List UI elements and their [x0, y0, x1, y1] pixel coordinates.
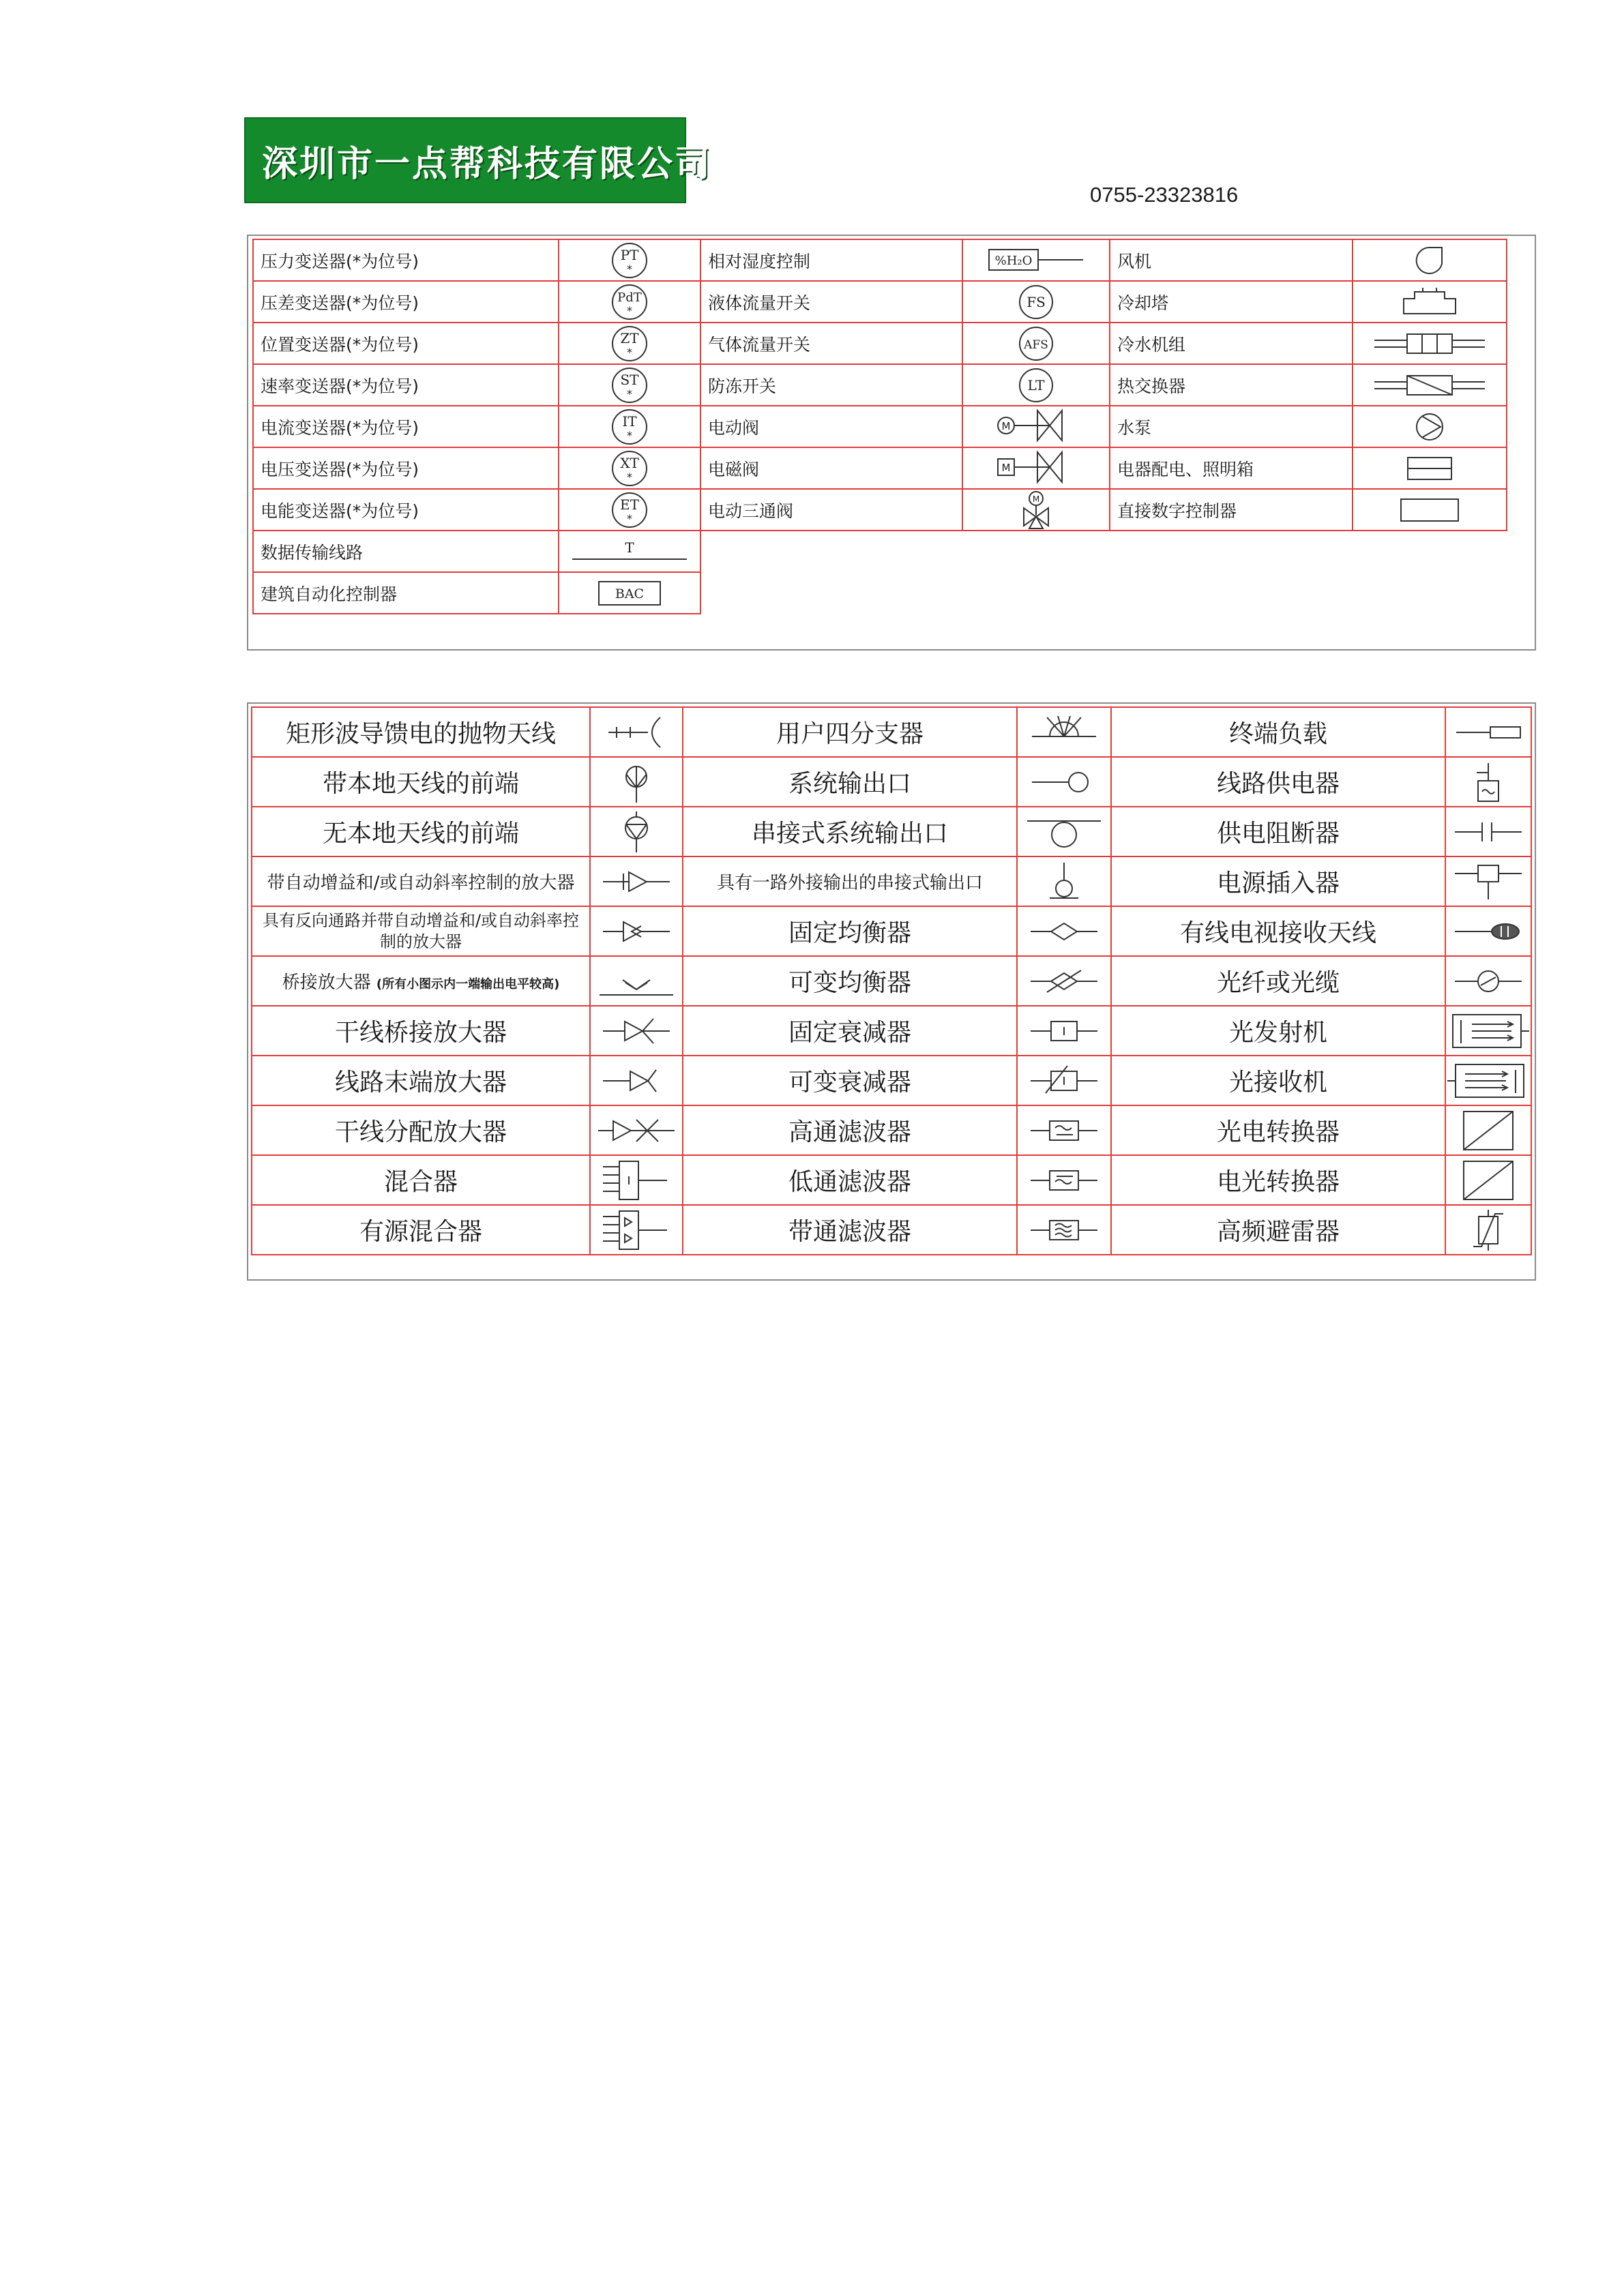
svg-text:PdT: PdT — [617, 290, 642, 305]
symbol-label: 串接式系统输出口 — [683, 807, 1017, 856]
svg-text:XT: XT — [620, 454, 639, 471]
reverse-agc-amplifier-icon — [590, 906, 683, 956]
symbol-label: 相对湿度控制 — [700, 239, 962, 281]
humidity-control-icon — [962, 239, 1110, 281]
symbol-label: 位置变送器(*为位号) — [253, 323, 559, 364]
svg-text:*: * — [627, 262, 632, 275]
table-row — [252, 1155, 1531, 1205]
symbol-label: 具有反向通路并带自动增益和/或自动斜率控制的放大器 — [252, 906, 590, 956]
symbol-label: 电动三通阀 — [700, 489, 962, 531]
table-row — [252, 1006, 1531, 1056]
active-mixer-icon — [590, 1205, 683, 1255]
symbol-label: 直接数字控制器 — [1110, 489, 1353, 531]
agc-amplifier-icon — [590, 856, 683, 906]
optical-transmitter-icon — [1445, 1006, 1531, 1056]
ddc-controller-icon — [1353, 489, 1507, 531]
symbol-label: 系统输出口 — [683, 757, 1017, 807]
symbol-label: 有源混合器 — [252, 1205, 590, 1255]
svg-text:ST: ST — [620, 371, 639, 388]
bas-symbol-panel — [247, 235, 1536, 651]
circle-tag-icon — [559, 489, 700, 531]
circle-tag-icon — [559, 447, 700, 489]
svg-text:ET: ET — [620, 496, 639, 513]
heat-exchanger-icon — [1353, 364, 1507, 406]
symbol-note: (所有小图示内一端输出电平较高) — [376, 977, 560, 992]
symbol-label: 防冻开关 — [700, 364, 962, 406]
mixer-icon — [590, 1155, 683, 1205]
table-row — [252, 906, 1531, 956]
table-row — [253, 239, 1507, 281]
svg-text:LT: LT — [1027, 376, 1045, 393]
symbol-label: 热交换器 — [1110, 364, 1353, 406]
symbol-label: 电器配电、照明箱 — [1110, 447, 1353, 489]
table-row — [252, 1105, 1531, 1155]
svg-text:*: * — [627, 387, 632, 400]
symbol-label: 速率变送器(*为位号) — [253, 364, 559, 406]
symbol-label — [252, 956, 590, 1006]
symbol-label: 光电转换器 — [1111, 1105, 1445, 1155]
symbol-label: 光发射机 — [1111, 1006, 1445, 1056]
symbol-label: 电磁阀 — [700, 447, 962, 489]
table-row — [252, 707, 1531, 757]
company-name: 深圳市一点帮科技有限公司 — [262, 143, 713, 185]
fixed-equalizer-icon — [1017, 906, 1111, 956]
catv-symbol-table — [251, 706, 1532, 1255]
circle-tag-icon — [559, 406, 700, 447]
symbol-label: 光接收机 — [1111, 1056, 1445, 1105]
table-row — [252, 956, 1531, 1006]
symbol-label: 电光转换器 — [1111, 1155, 1445, 1205]
svg-text:IT: IT — [622, 413, 637, 430]
svg-text:*: * — [627, 511, 632, 525]
svg-text:%H₂O: %H₂O — [994, 253, 1033, 268]
symbol-label: 矩形波导馈电的抛物天线 — [252, 707, 590, 757]
svg-text:*: * — [627, 428, 632, 442]
circle-tag-icon — [962, 281, 1110, 323]
svg-text:FS: FS — [1027, 293, 1046, 310]
svg-text:*: * — [627, 470, 632, 483]
symbol-label: 干线分配放大器 — [252, 1105, 590, 1155]
table-row — [253, 531, 1507, 572]
svg-text:*: * — [627, 303, 632, 317]
symbol-label: 用户四分支器 — [683, 707, 1017, 757]
symbol-label: 冷却塔 — [1110, 281, 1353, 323]
fixed-attenuator-icon — [1017, 1006, 1111, 1056]
four-way-tap-icon — [1017, 707, 1111, 757]
line-power-supply-icon — [1445, 757, 1531, 807]
table-row — [252, 1205, 1531, 1255]
symbol-label: 电流变送器(*为位号) — [253, 406, 559, 447]
table-row — [252, 807, 1531, 856]
symbol-label: 供电阻断器 — [1111, 807, 1445, 856]
three-way-valve-icon — [962, 489, 1110, 531]
symbol-label: 干线桥接放大器 — [252, 1006, 590, 1056]
trunk-distribution-amplifier-icon — [590, 1105, 683, 1155]
power-inserter-icon — [1445, 856, 1531, 906]
motor-valve-icon — [962, 406, 1110, 447]
symbol-label: 电动阀 — [700, 406, 962, 447]
series-outlet-external-icon — [1017, 856, 1111, 906]
symbol-label: 可变均衡器 — [683, 956, 1017, 1006]
svg-text:T: T — [625, 539, 634, 556]
high-pass-filter-icon — [1017, 1105, 1111, 1155]
solenoid-valve-icon — [962, 447, 1110, 489]
symbol-label: 压差变送器(*为位号) — [253, 281, 559, 323]
symbol-label: 建筑自动化控制器 — [253, 572, 559, 614]
svg-text:M: M — [1001, 461, 1011, 474]
headend-local-antenna-icon — [590, 757, 683, 807]
svg-text:BAC: BAC — [615, 586, 645, 601]
water-pump-icon — [1353, 406, 1507, 447]
symbol-label: 线路末端放大器 — [252, 1056, 590, 1105]
symbol-label: 线路供电器 — [1111, 757, 1445, 807]
symbol-label: 带本地天线的前端 — [252, 757, 590, 807]
table-row — [253, 406, 1507, 447]
catv-symbol-panel — [247, 702, 1536, 1281]
oe-converter-icon — [1445, 1105, 1531, 1155]
circle-tag-icon — [559, 281, 700, 323]
table-row — [253, 281, 1507, 323]
low-pass-filter-icon — [1017, 1155, 1111, 1205]
symbol-label: 混合器 — [252, 1155, 590, 1205]
svg-text:M: M — [1032, 494, 1040, 504]
distribution-box-icon — [1353, 447, 1507, 489]
phone-number: 0755-23323816 — [1090, 183, 1239, 207]
system-outlet-icon — [1017, 757, 1111, 807]
variable-attenuator-icon — [1017, 1056, 1111, 1105]
optical-receiver-icon — [1445, 1056, 1531, 1105]
line-end-amplifier-icon — [590, 1056, 683, 1105]
table-row — [253, 447, 1507, 489]
table-row — [253, 364, 1507, 406]
optical-fiber-icon — [1445, 956, 1531, 1006]
symbol-label: 带自动增益和/或自动斜率控制的放大器 — [252, 856, 590, 906]
cooling-tower-icon — [1353, 281, 1507, 323]
table-row — [253, 489, 1507, 531]
svg-text:PT: PT — [620, 246, 639, 263]
series-outlet-icon — [1017, 807, 1111, 856]
data-line-icon — [559, 531, 700, 572]
symbol-label: 无本地天线的前端 — [252, 807, 590, 856]
circle-tag-icon — [559, 239, 700, 281]
terminal-load-icon — [1445, 707, 1531, 757]
symbol-label: 压力变送器(*为位号) — [253, 239, 559, 281]
svg-text:AFS: AFS — [1024, 338, 1048, 352]
symbol-label: 低通滤波器 — [683, 1155, 1017, 1205]
variable-equalizer-icon — [1017, 956, 1111, 1006]
symbol-label: 高频避雷器 — [1111, 1205, 1445, 1255]
fan-icon — [1353, 239, 1507, 281]
symbol-label: 可变衰减器 — [683, 1056, 1017, 1105]
symbol-label: 电能变送器(*为位号) — [253, 489, 559, 531]
symbol-label: 气体流量开关 — [700, 323, 962, 364]
circle-tag-icon — [559, 364, 700, 406]
bas-symbol-table — [252, 239, 1507, 614]
parabolic-antenna-icon — [590, 707, 683, 757]
symbol-label: 数据传输线路 — [253, 531, 559, 572]
company-logo — [244, 117, 713, 203]
hf-arrester-icon — [1445, 1205, 1531, 1255]
chiller-icon — [1353, 323, 1507, 364]
symbol-label: 电压变送器(*为位号) — [253, 447, 559, 489]
symbol-label: 终端负载 — [1111, 707, 1445, 757]
bridge-amplifier-icon — [590, 956, 683, 1006]
symbol-label: 电源插入器 — [1111, 856, 1445, 906]
band-pass-filter-icon — [1017, 1205, 1111, 1255]
trunk-bridge-amplifier-icon — [590, 1006, 683, 1056]
symbol-label: 液体流量开关 — [700, 281, 962, 323]
symbol-label: 水泵 — [1110, 406, 1353, 447]
symbol-label: 冷水机组 — [1110, 323, 1353, 364]
symbol-label: 固定衰减器 — [683, 1006, 1017, 1056]
symbol-label: 风机 — [1110, 239, 1353, 281]
table-row — [252, 856, 1531, 906]
symbol-label: 固定均衡器 — [683, 906, 1017, 956]
symbol-label: 高通滤波器 — [683, 1105, 1017, 1155]
symbol-label: 带通滤波器 — [683, 1205, 1017, 1255]
power-blocker-icon — [1445, 807, 1531, 856]
circle-tag-icon — [962, 364, 1110, 406]
symbol-label: 具有一路外接输出的串接式输出口 — [683, 856, 1017, 906]
svg-text:M: M — [1001, 419, 1011, 432]
circle-tag-icon — [559, 323, 700, 364]
eo-converter-icon — [1445, 1155, 1531, 1205]
table-row — [252, 1056, 1531, 1105]
symbol-label: 光纤或光缆 — [1111, 956, 1445, 1006]
headend-no-antenna-icon — [590, 807, 683, 856]
table-row — [252, 757, 1531, 807]
svg-text:*: * — [627, 345, 632, 359]
box-tag-icon — [559, 572, 700, 614]
circle-tag-icon — [962, 323, 1110, 364]
symbol-label: 有线电视接收天线 — [1111, 906, 1445, 956]
table-row — [253, 323, 1507, 364]
symbol-label-main: 桥接放大器 — [282, 972, 371, 993]
table-row — [253, 572, 1507, 614]
svg-text:ZT: ZT — [620, 329, 639, 346]
catv-antenna-icon — [1445, 906, 1531, 956]
